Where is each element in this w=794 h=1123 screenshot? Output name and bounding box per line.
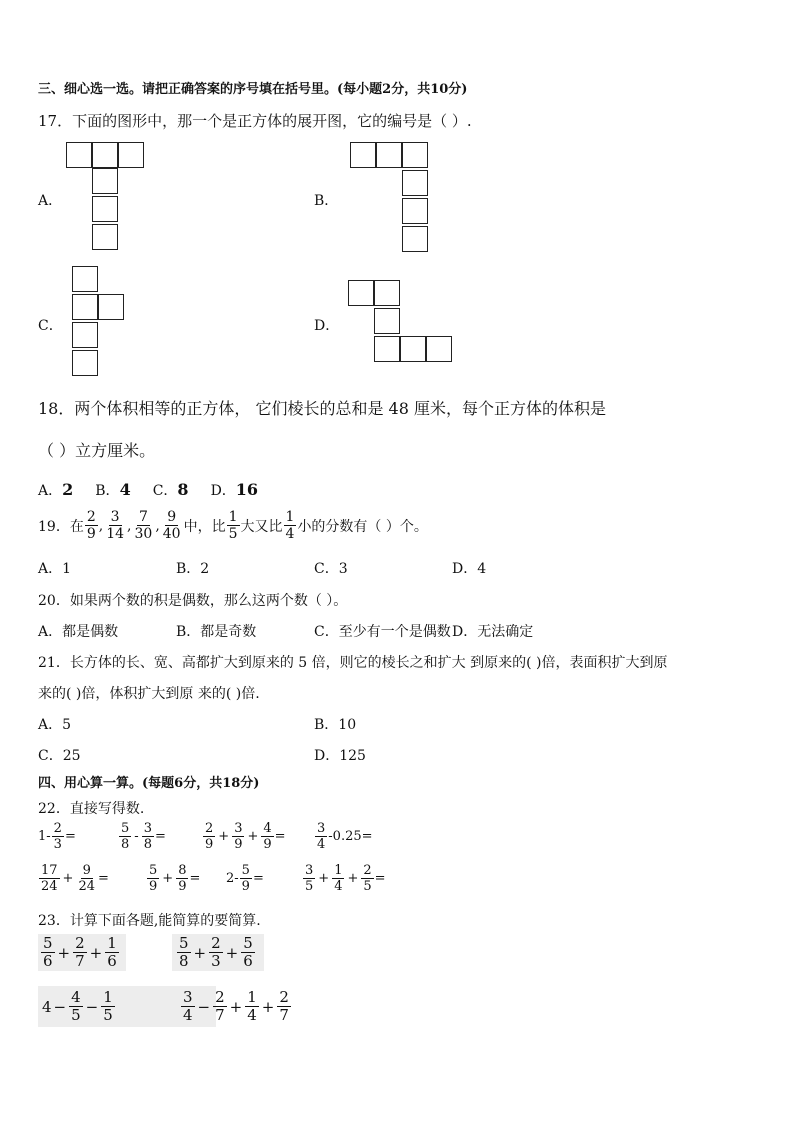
question-21-stem-line2: 来的( )倍，体积扩大到原 来的( )倍. <box>38 686 260 702</box>
fraction: $\frac{3}{14}$ <box>106 509 125 542</box>
option-b[interactable]: B．10 <box>314 717 357 733</box>
question-18-options <box>38 480 258 500</box>
option-d[interactable]: D．16 <box>210 480 259 499</box>
question-21-stem-line1: 21．长方体的长、宽、高都扩大到原来的 5 倍，则它的棱长之和扩大 到原来的( )倍，表面积扩大到原 <box>38 655 668 671</box>
option-d[interactable]: D．无法确定 <box>452 624 534 640</box>
calc-expression: $\frac{5}{6}$ + $\frac{2}{7}$ + $\frac{1}{6}$ <box>38 934 126 971</box>
fraction: $\frac{1}{4}$ <box>285 509 295 542</box>
question-22-stem: 22．直接写得数. <box>38 801 145 817</box>
option-label-c: C． <box>38 318 63 334</box>
option-b[interactable]: B．2 <box>176 561 210 577</box>
fraction: $\frac{7}{30}$ <box>134 509 153 542</box>
question-20-stem: 20．如果两个数的积是偶数，那么这两个数（ ）。 <box>38 593 348 609</box>
calc-expression: $\frac{3}{5}$ + $\frac{1}{4}$ + $\frac{2}{5}$ = <box>305 863 386 894</box>
calc-expression: $\frac{5}{9}$ + $\frac{8}{9}$ = <box>149 863 201 894</box>
option-label-b: B． <box>314 193 339 209</box>
section-heading: 四、用心算一算。(每题6分，共18分) <box>38 776 260 791</box>
calc-expression: $\frac{17}{24}$ + $\frac{9}{24}$ = <box>41 863 109 894</box>
calc-expression: 2- $\frac{5}{9}$ = <box>226 863 264 894</box>
calc-expression: $\frac{5}{8}$ - $\frac{3}{8}$ = <box>121 821 166 852</box>
question-18-stem-line2: （ ）立方厘米。 <box>38 441 156 460</box>
option-a[interactable]: A．1 <box>38 561 72 577</box>
calc-expression: 1- $\frac{2}{3}$ = <box>38 821 76 852</box>
option-c[interactable]: C．至少有一个是偶数 <box>314 624 451 640</box>
option-c[interactable]: C．8 <box>152 480 189 499</box>
option-label-d: D． <box>314 318 340 334</box>
question-18-stem-line1: 18．两个体积相等的正方体， 它们棱长的总和是 48 厘米，每个正方体的体积是 <box>38 399 606 418</box>
option-a[interactable]: A．2 <box>38 480 74 499</box>
calc-expression: 4 − $\frac{4}{5}$ − $\frac{1}{5}$ <box>38 986 216 1027</box>
option-label-a: A． <box>38 193 63 209</box>
fraction: $\frac{2}{9}$ <box>86 509 96 542</box>
question-23-stem: 23．计算下面各题,能简算的要简算. <box>38 913 261 929</box>
calc-expression: $\frac{3}{4}$ -0.25= <box>317 821 373 852</box>
option-c[interactable]: C．25 <box>38 748 81 764</box>
option-a[interactable]: A．都是偶数 <box>38 624 119 640</box>
calc-expression: $\frac{5}{8}$ + $\frac{2}{3}$ + $\frac{5}{6}$ <box>172 934 264 971</box>
option-a[interactable]: A．5 <box>38 717 72 733</box>
option-d[interactable]: D．4 <box>452 561 487 577</box>
calc-expression: $\frac{3}{4}$ − $\frac{2}{7}$ + $\frac{1}{4}$ + $\frac{2}{7}$ <box>183 988 289 1024</box>
option-b[interactable]: B．都是奇数 <box>176 624 257 640</box>
fraction: $\frac{1}{5}$ <box>228 509 238 542</box>
calc-expression: $\frac{2}{9}$ + $\frac{3}{9}$ + $\frac{4}{9}$ = <box>205 821 286 852</box>
option-c[interactable]: C．3 <box>314 561 348 577</box>
fraction: $\frac{9}{40}$ <box>162 509 181 542</box>
option-b[interactable]: B．4 <box>95 480 131 499</box>
option-d[interactable]: D．125 <box>314 748 366 764</box>
question-17-stem: 17．下面的图形中，那一个是正方体的展开图，它的编号是（ ）. <box>38 112 472 130</box>
section-heading: 三、细心选一选。请把正确答案的序号填在括号里。(每小题2分，共10分) <box>38 82 468 97</box>
question-19-stem: 19．在 $\frac{2}{9}$ , $\frac{3}{14}$ , $\frac{7}{30}$ , $\frac{9}{40}$ 中，比 $\frac{1}{5}$ 大又比 $\frac{1}{4}$ 小的分数有（ ）个。 <box>38 509 428 542</box>
